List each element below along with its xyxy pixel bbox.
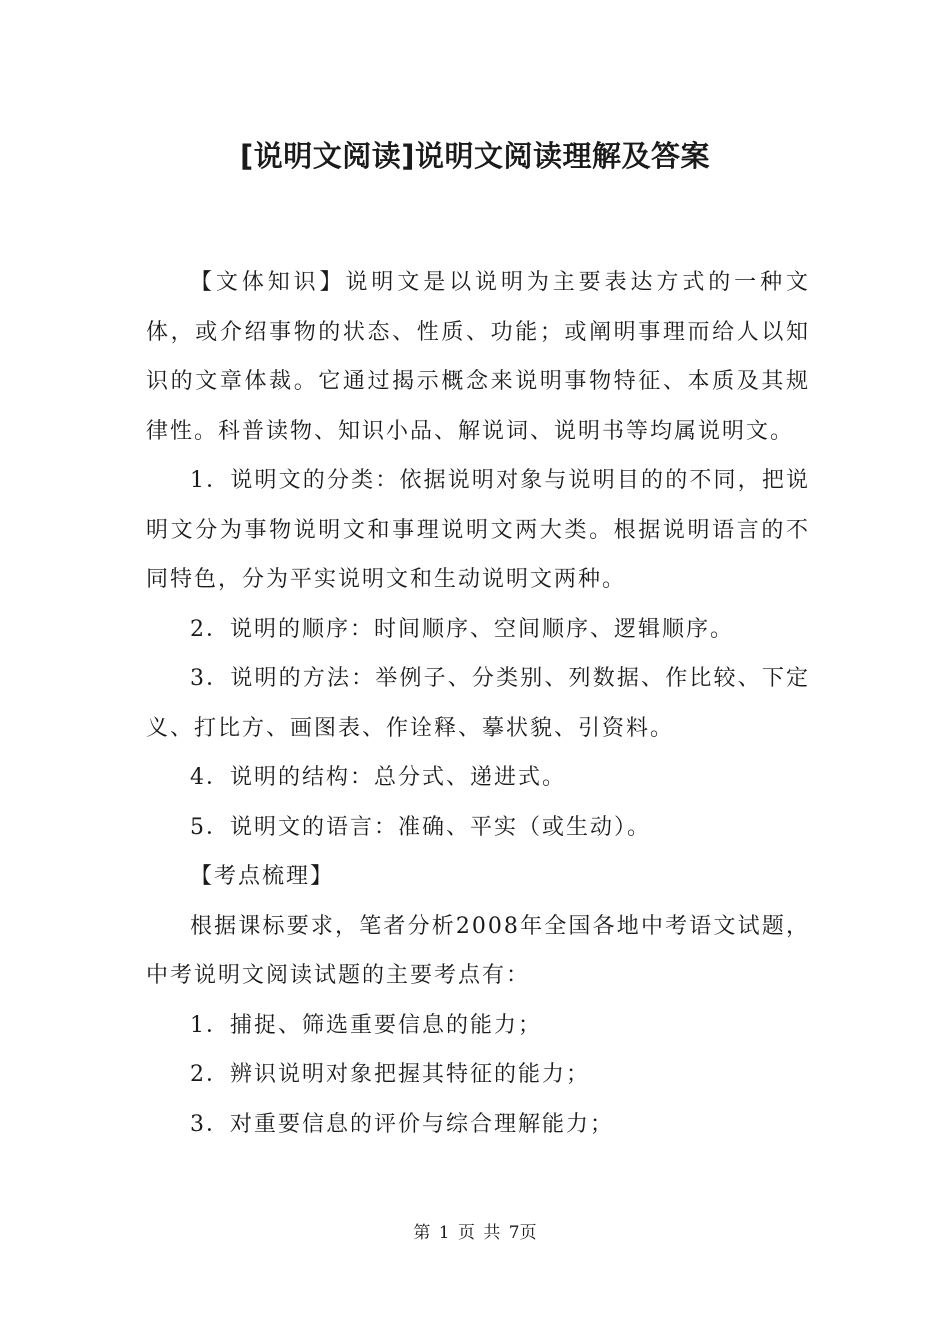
paragraph-order: 2．说明的顺序：时间顺序、空间顺序、逻辑顺序。 <box>190 616 734 642</box>
page-footer: 第 1 页 共 7页 <box>413 1223 537 1243</box>
list-item-point-1: 1．捕捉、筛选重要信息的能力； <box>190 1012 542 1038</box>
list-item-point-2: 2．辨识说明对象把握其特征的能力； <box>190 1062 590 1087</box>
section-heading-exam-points: 【考点梳理】 <box>190 864 335 889</box>
document-title: [说明文阅读]说明文阅读理解及答案 <box>239 139 710 173</box>
document-body <box>146 258 810 1149</box>
paragraph-exam-intro: 根据课标要求，笔者分析2008年全国各地中考语文试题，中考说明文阅读试题的主要考点有： <box>146 913 810 988</box>
paragraph-methods: 3．说明的方法：举例子、分类别、列数据、作比较、下定义、打比方、画图表、作诠释、摹状貌、引资料。 <box>146 666 810 741</box>
list-item-point-3: 3．对重要信息的评价与综合理解能力； <box>190 1111 614 1137</box>
paragraph-classification: 1．说明文的分类：依据说明对象与说明目的的不同，把说明文分为事物说明文和事理说明文两大类。根据说明语言的不同特色，分为平实说明文和生动说明文两种。 <box>146 468 810 592</box>
paragraph-language: 5．说明文的语言：准确、平实（或生动）。 <box>190 814 651 840</box>
paragraph-structure: 4．说明的结构：总分式、递进式。 <box>190 765 566 790</box>
paragraph-genre-knowledge: 【文体知识】说明文是以说明为主要表达方式的一种文体，或介绍事物的状态、性质、功能；或阐明事理而给人以知识的文章体裁。它通过揭示概念来说明事物特征、本质及其规律性。科普读物、知识小品、解说词、说明书等均属说明文。 <box>146 270 810 444</box>
